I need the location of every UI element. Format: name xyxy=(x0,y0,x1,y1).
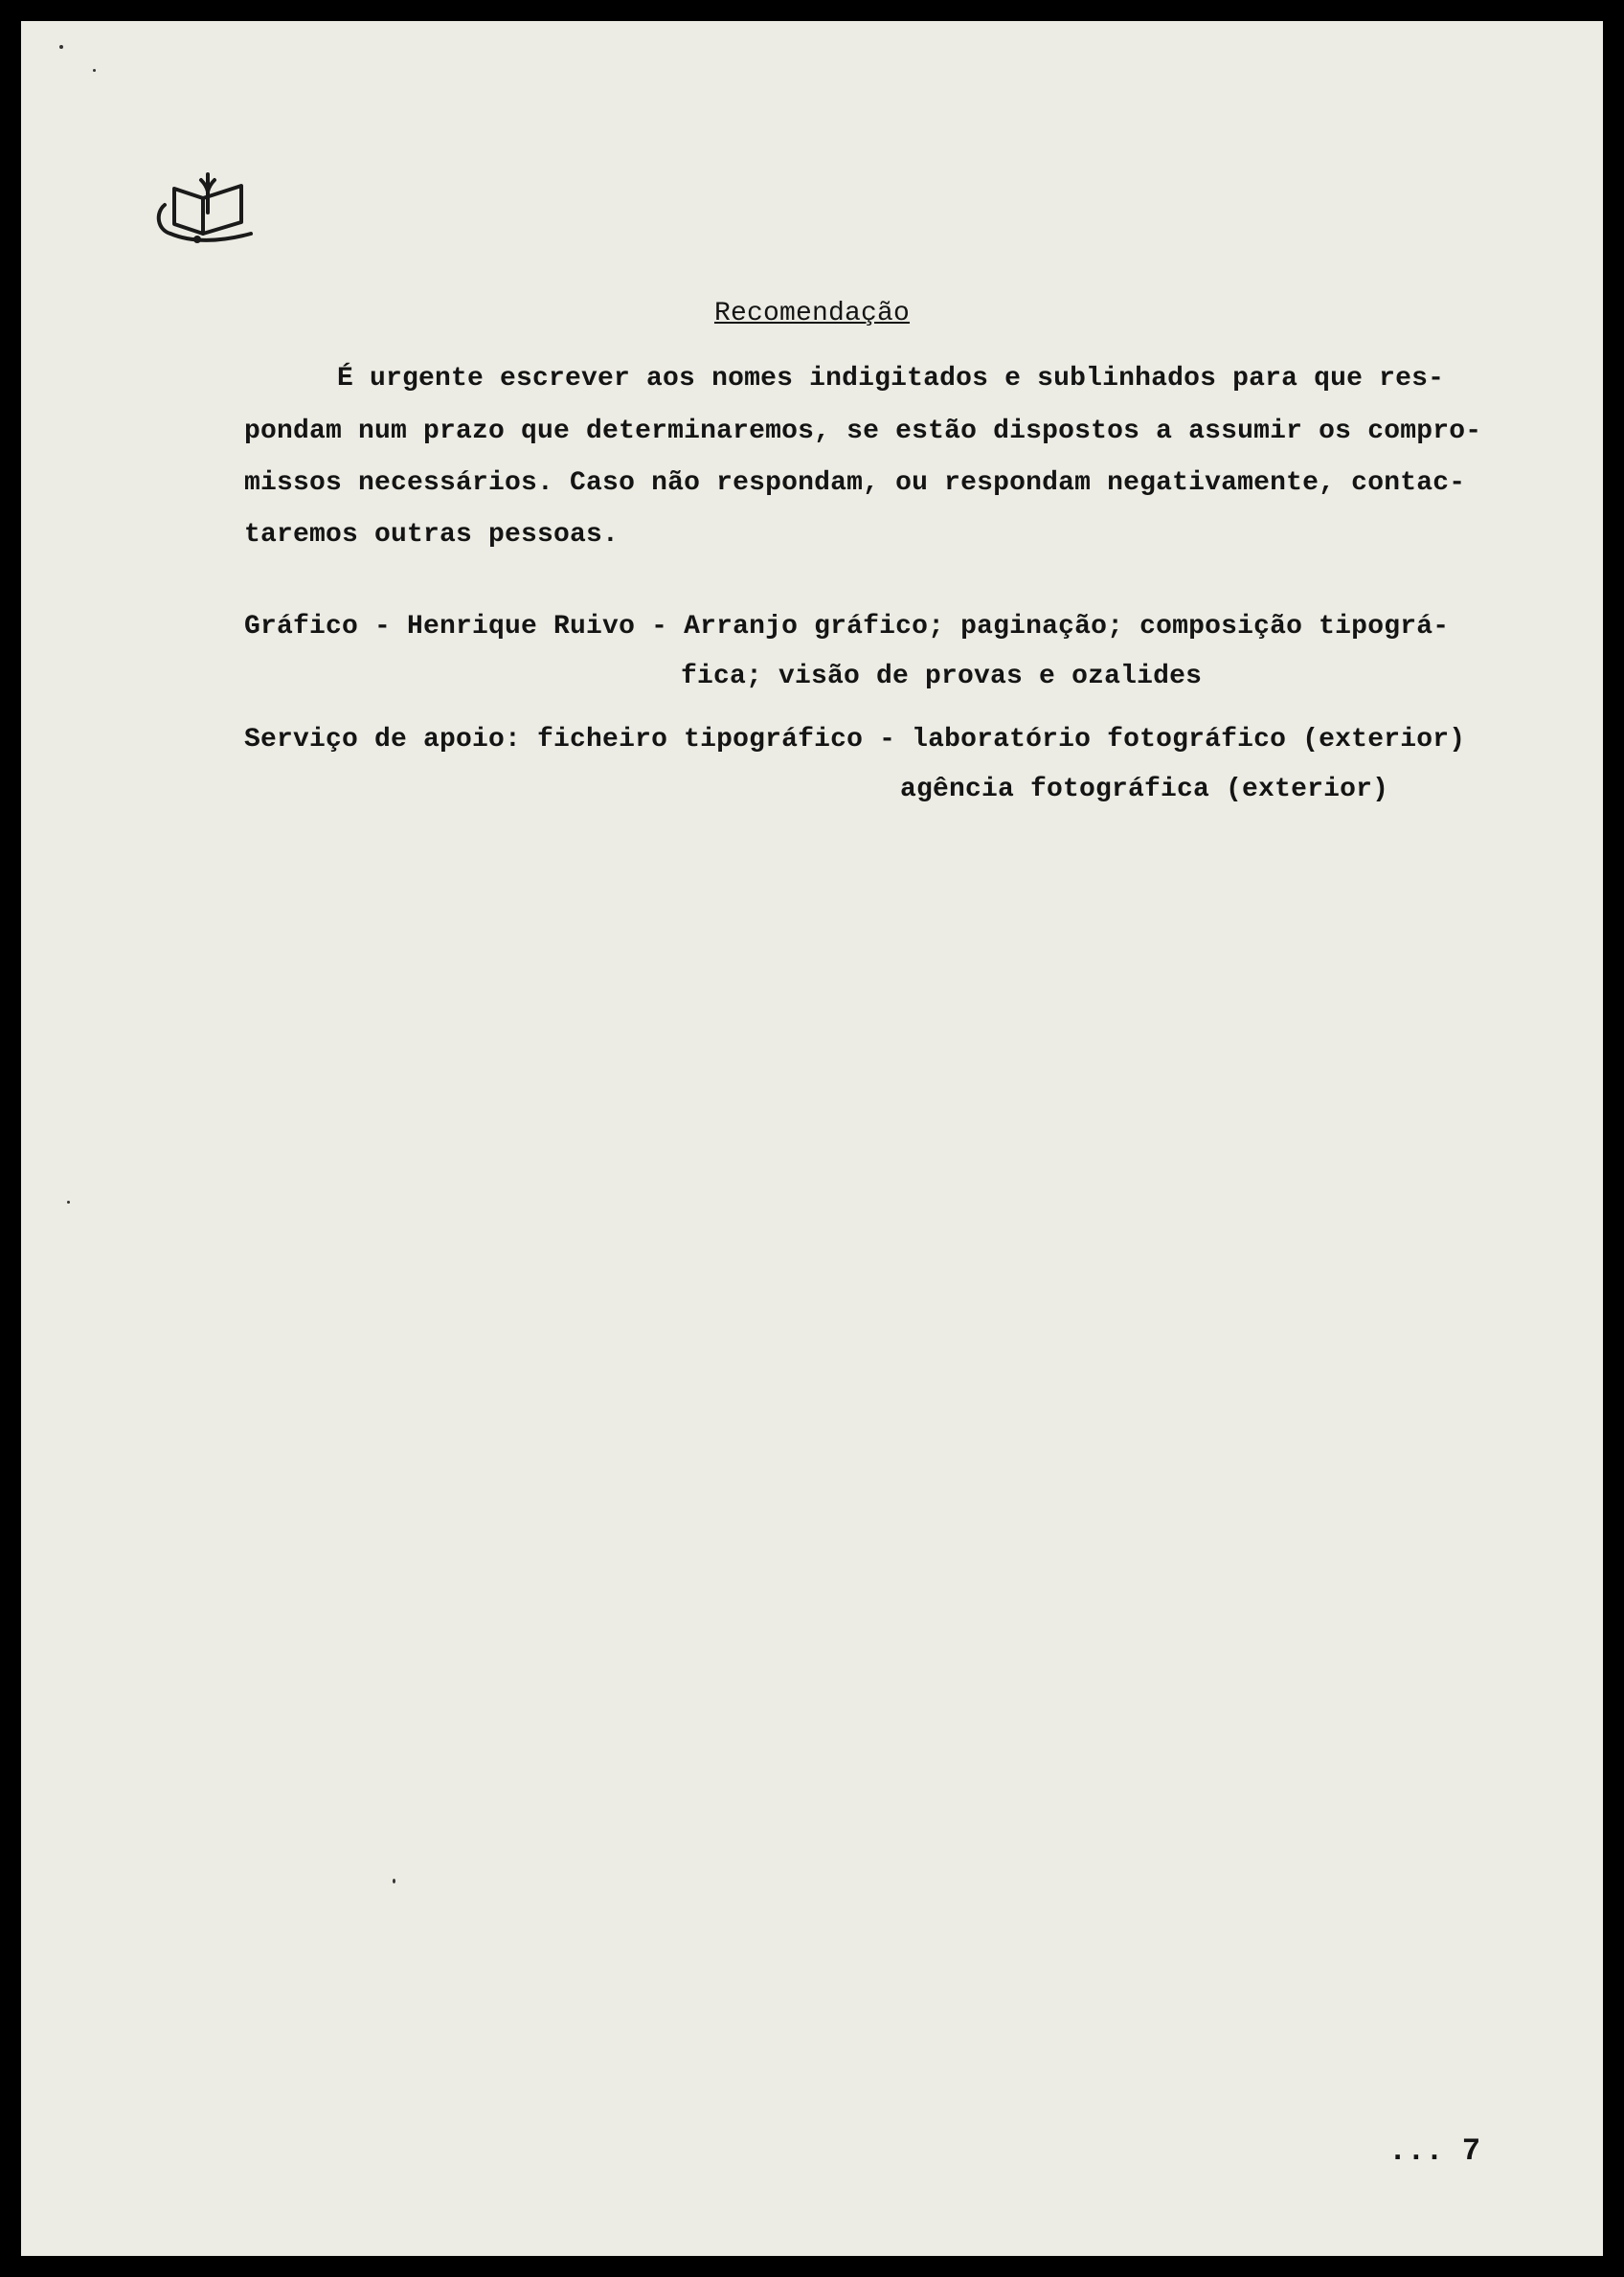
recommendation-paragraph-line: taremos outras pessoas. xyxy=(244,520,620,550)
grafico-entry-continuation: fica; visão de provas e ozalides xyxy=(681,662,1203,691)
book-emblem-logo-icon xyxy=(136,146,270,251)
paper-speck xyxy=(93,69,96,72)
paper-speck xyxy=(59,45,63,49)
paper-speck xyxy=(67,1201,70,1204)
recommendation-paragraph-line: missos necessários. Caso não respondam, ou respondam negativamente, contac- xyxy=(244,468,1466,498)
document-page xyxy=(21,21,1603,2256)
page-number: ... 7 xyxy=(1388,2133,1481,2169)
grafico-entry-line: Gráfico - Henrique Ruivo - Arranjo gráfico; paginação; composição tipográ- xyxy=(244,612,1450,642)
recommendation-heading: Recomendação xyxy=(713,299,911,328)
recommendation-paragraph-line: pondam num prazo que determinaremos, se estão dispostos a assumir os compro- xyxy=(244,417,1482,446)
servico-apoio-line: Serviço de apoio: ficheiro tipográfico - laboratório fotográfico (exterior) xyxy=(244,725,1466,755)
servico-apoio-continuation: agência fotográfica (exterior) xyxy=(900,775,1389,804)
paper-speck xyxy=(393,1879,395,1883)
recommendation-paragraph-line: É urgente escrever aos nomes indigitados e sublinhados para que res- xyxy=(337,364,1445,394)
